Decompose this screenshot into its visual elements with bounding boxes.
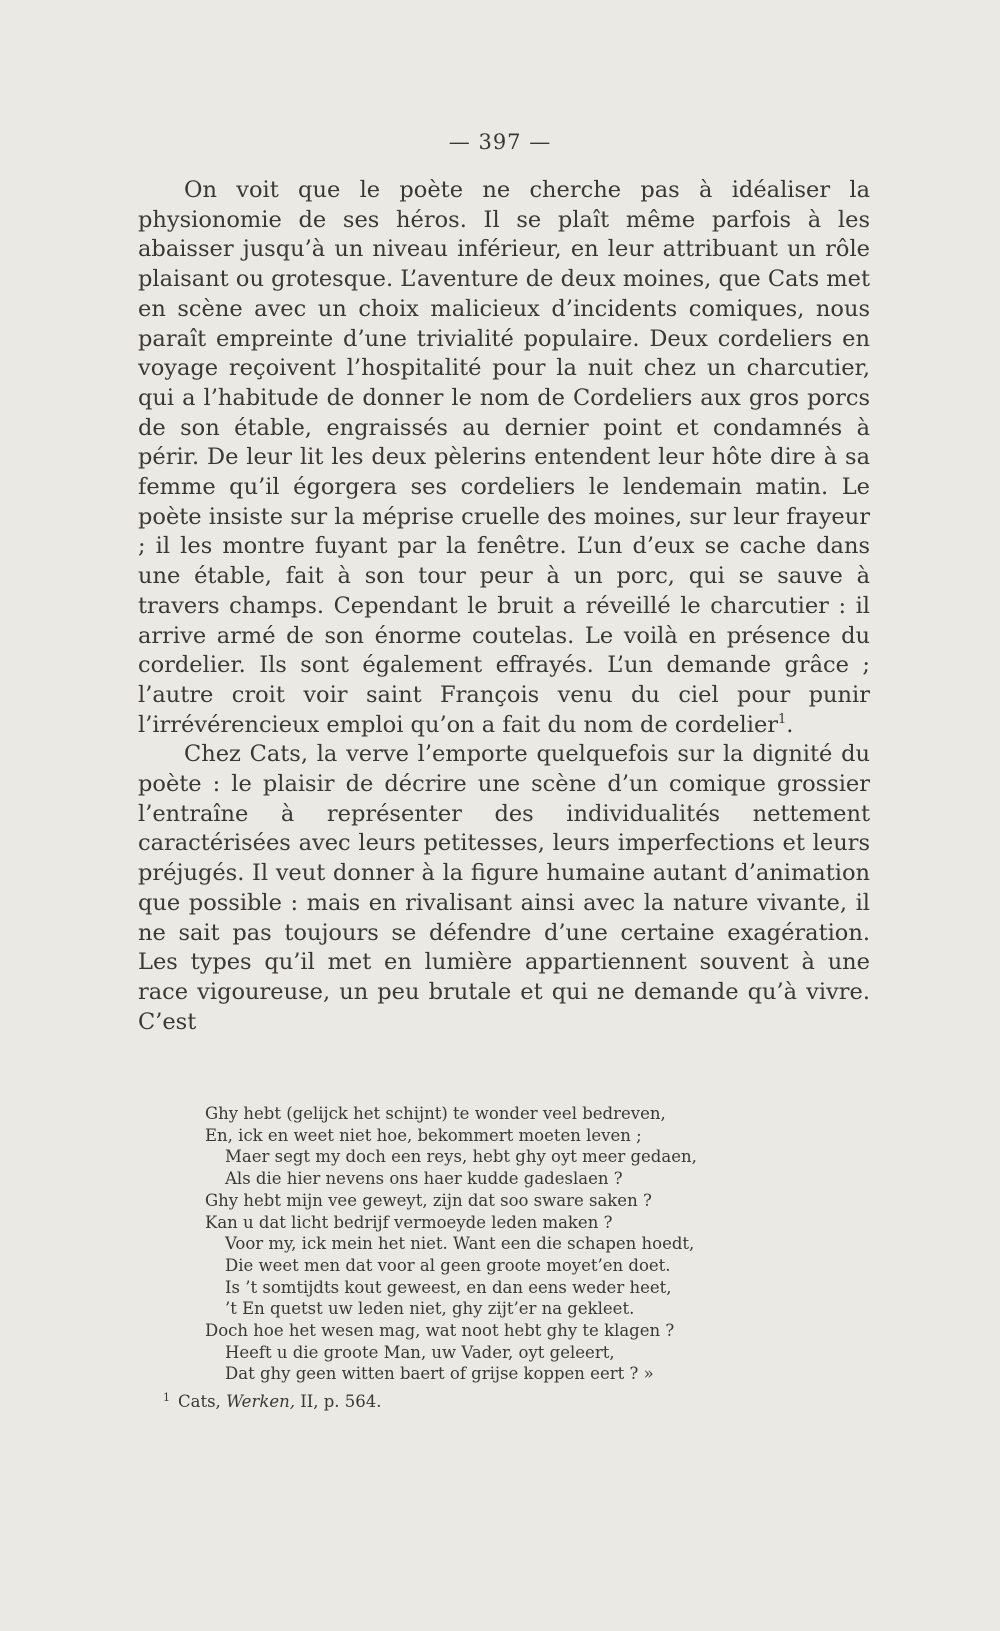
paragraph-text: Chez Cats, la verve l’emporte quelquefois sur la dignité du poète : le plaisir de décrire une scène d’un comique grossier l’entraîne à représenter des individualités nettement caractérisées avec leurs petitesses, leurs imperfections et leurs préjugés. Il veut donner à la figure humaine autant d’animation que possible : mais en rivalisant ainsi avec la nature vivante, il ne sait pas toujours se défendre d’une certaine exagération. Les types qu’il met en lumière appartiennent souvent à une race vigoureuse, un peu brutale et qui ne demande qu’à vivre. C’est bbox=[138, 741, 870, 1035]
paragraph bbox=[138, 176, 870, 740]
verse-line: Ghy hebt mijn vee geweyt, zijn dat soo sware saken ? bbox=[205, 1190, 652, 1210]
verse-line: Is ’t somtijdts kout geweest, en dan eens weder heet, bbox=[225, 1277, 672, 1297]
footnote-reference-text: II, p. 564. bbox=[300, 1392, 382, 1411]
verse-line: Dat ghy geen witten baert of grijse koppen eert ? » bbox=[225, 1364, 654, 1384]
footnote-marker: 1 bbox=[163, 1391, 170, 1404]
verse-line: Heeft u die groote Man, uw Vader, oyt geleert, bbox=[225, 1342, 615, 1362]
verse-line: Maer segt my doch een reys, hebt ghy oyt meer gedaen, bbox=[225, 1147, 697, 1167]
footnote-reference: 1 bbox=[778, 711, 787, 727]
verse-line: Die weet men dat voor al geen groote moyet’en doet. bbox=[225, 1255, 671, 1275]
paragraph bbox=[138, 740, 870, 1037]
verse-line: Als die hier nevens ons haer kudde gadeslaen ? bbox=[225, 1169, 623, 1189]
verse-line: Kan u dat licht bedrijf vermoeyde leden maken ? bbox=[205, 1212, 613, 1232]
body-text bbox=[138, 176, 870, 1037]
footnote-title: Werken, bbox=[226, 1392, 295, 1411]
verse-line: Ghy hebt (gelijck het schijnt) te wonder veel bedreven, bbox=[205, 1104, 666, 1123]
verse-line: ’t En quetst uw leden niet, ghy zijt’er na gekleet. bbox=[225, 1299, 635, 1319]
page-number: — 397 — bbox=[448, 130, 552, 154]
paragraph-text: On voit que le poète ne cherche pas à idéaliser la physionomie de ses héros. Il se plaît même parfois à les abaisser jusqu’à un niveau inférieur, en leur attribuant un rôle plaisant ou grotesque. L’aventure de deux moines, que Cats met en scène avec un choix malicieux d’incidents comiques, nous paraît empreinte d’une trivialité populaire. Deux cordeliers en voyage reçoivent l’hospitalité pour la nuit chez un charcutier, qui a l’habitude de donner le nom de Cordeliers aux gros porcs de son étable, engraissés au dernier point et condamnés à périr. De leur lit les deux pèlerins entendent leur hôte dire à sa femme qu’il égorgera ses cordeliers le lendemain matin. Le poète insiste sur la méprise cruelle des moines, sur leur frayeur ; il les montre fuyant par la fenêtre. L’un d’eux se cache dans une étable, fait à son tour peur à un porc, qui se sauve à travers champs. Cependant le bruit a réveillé le charcutier : il arrive armé de son énorme coutelas. Le voilà en présence du cordelier. Ils sont également effrayés. L’un demande grâce ; l’autre croit voir saint François venu du ciel pour punir l’irrévérencieux emploi qu’on a fait du nom de cordelier bbox=[138, 177, 870, 738]
paragraph-end: . bbox=[786, 711, 794, 738]
verse-line: Doch hoe het wesen mag, wat noot hebt ghy te klagen ? bbox=[205, 1321, 675, 1341]
verse-line: En, ick en weet niet hoe, bekommert moeten leven ; bbox=[205, 1125, 642, 1145]
footnote bbox=[163, 1391, 382, 1412]
verse-line: Voor my, ick mein het niet. Want een die schapen hoedt, bbox=[225, 1234, 695, 1254]
footnote-author: Cats, bbox=[178, 1392, 221, 1411]
verse-quotation bbox=[205, 1103, 825, 1385]
